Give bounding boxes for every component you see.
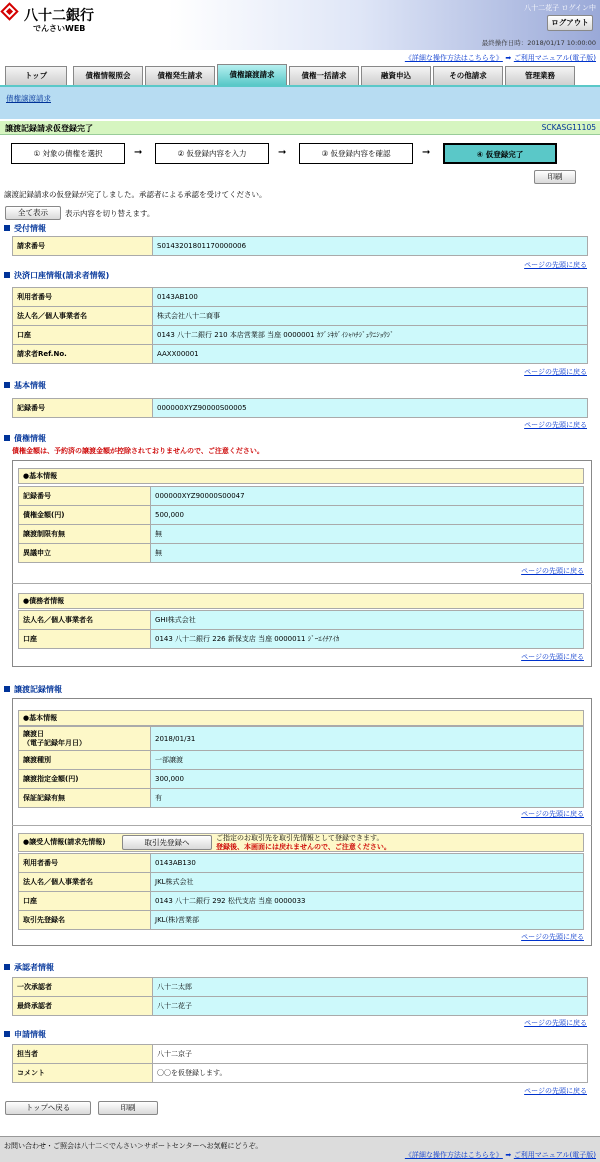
amount-warning: 債権金額は、予約済の譲渡金額が控除されておりませんので、ご注意ください。	[12, 447, 264, 455]
manual-link[interactable]: ご利用マニュアル(電子版)	[513, 1151, 596, 1159]
tab-admin[interactable]: 管理業務	[505, 66, 575, 85]
back-to-top-link[interactable]: ページの先頭に戻る	[524, 368, 587, 376]
back-to-top-link[interactable]: ページの先頭に戻る	[521, 653, 584, 661]
debtor-table: 法人名／個人事業者名 GHI株式会社 口座 0143 八十二銀行 226 新保支店 当座 0000011 ｼﾞｰｴｲﾁｱｲｶ	[18, 610, 584, 649]
section-basic: 基本情報	[4, 380, 46, 391]
tab-loan[interactable]: 融資申込	[361, 66, 431, 85]
tab-claim-issue[interactable]: 債権発生請求	[145, 66, 215, 85]
service-name: でんさいWEB	[33, 24, 86, 33]
claim-basic-table: 記録番号 000000XYZ90000S00047 債権金額(円) 500,000 譲渡制限有無 無 異議申立 無	[18, 486, 584, 563]
reception-table: 請求番号 S0143201801170000006	[12, 236, 588, 256]
print-button-bottom[interactable]: 印刷	[98, 1101, 158, 1115]
step-1: ① 対象の債権を選択	[11, 143, 125, 164]
complete-message: 譲渡記録請求の仮登録が完了しました。承認者による承認を受けてください。	[4, 190, 267, 199]
section-reception: 受付情報	[4, 223, 46, 234]
back-to-top-link[interactable]: ページの先頭に戻る	[521, 933, 584, 941]
divider	[12, 583, 592, 584]
arrow-right-icon: ➞	[134, 147, 143, 158]
approver-table: 一次承認者 八十二太郎 最終承認者 八十二花子	[12, 977, 588, 1016]
back-to-top-link[interactable]: ページの先頭に戻る	[521, 567, 584, 575]
show-all-note: 表示内容を切り替えます。	[65, 209, 155, 218]
assignee-table: 利用者番号 0143AB130 法人名／個人事業者名 JKL株式会社 口座 0143 八十二銀行 292 松代支店 当座 0000033 取引先登録名 JKL(株)営業部	[18, 853, 584, 930]
section-application: 申請情報	[4, 1029, 46, 1040]
footer-help-links: 《詳細な操作方法はこちらを》 ➡ ご利用マニュアル(電子版)	[404, 1151, 596, 1159]
step-4-current: ④ 仮登録完了	[443, 143, 557, 164]
section-account: 決済口座情報(請求者情報)	[4, 270, 109, 281]
last-operation: 最終操作日時：2018/01/17 10:00:00	[481, 39, 596, 47]
print-button[interactable]: 印刷	[534, 170, 576, 184]
section-claim: 債権情報	[4, 433, 46, 444]
arrow-right-icon: ➞	[422, 147, 431, 158]
assignee-heading: ●譲受人情報(請求先情報)	[18, 833, 584, 852]
logout-button[interactable]: ログアウト	[547, 15, 593, 31]
tab-claim-transfer[interactable]: 債権譲渡請求	[217, 64, 287, 85]
divider	[12, 825, 592, 826]
claim-basic-heading: ●基本情報	[18, 468, 584, 484]
page-title: 譲渡記録請求仮登録完了	[5, 124, 93, 133]
subnav-bar	[0, 85, 600, 119]
user-status: 八十二花子 ログイン中	[524, 4, 596, 12]
screen-code: SCKASG11105	[541, 123, 596, 132]
partner-note: ご指定のお取引先を取引先情報として登録できます。	[216, 834, 384, 842]
basic-table: 記録番号 000000XYZ90000S00005	[12, 398, 588, 418]
back-to-top-link[interactable]: ページの先頭に戻る	[524, 421, 587, 429]
help-links: 《詳細な操作方法はこちらを》 ➡ ご利用マニュアル(電子版)	[404, 54, 596, 62]
tab-top[interactable]: トップ	[5, 66, 67, 85]
transfer-basic-heading: ●基本情報	[18, 710, 584, 726]
help-link[interactable]: 《詳細な操作方法はこちらを》	[404, 54, 503, 62]
bank-name: 八十二銀行	[24, 8, 94, 24]
manual-link[interactable]: ご利用マニュアル(電子版)	[513, 54, 596, 62]
back-to-top-link[interactable]: ページの先頭に戻る	[524, 1087, 587, 1095]
footer-contact: お問い合わせ・ご照会は八十二＜でんさい＞サポートセンターへお気軽にどうぞ。	[4, 1142, 263, 1150]
tab-other[interactable]: その他請求	[433, 66, 503, 85]
help-link[interactable]: 《詳細な操作方法はこちらを》	[404, 1151, 503, 1159]
transfer-basic-table: 譲渡日 （電子記録年月日） 2018/01/31 譲渡種別 一部譲渡 譲渡指定金額(円) 300,000 保証記録有無 有	[18, 726, 584, 808]
register-partner-button[interactable]: 取引先登録へ	[122, 835, 212, 850]
back-to-top-link[interactable]: ページの先頭に戻る	[521, 810, 584, 818]
section-approver: 承認者情報	[4, 962, 54, 973]
back-to-top-link[interactable]: ページの先頭に戻る	[524, 1019, 587, 1027]
step-3: ③ 仮登録内容を確認	[299, 143, 413, 164]
tab-bulk-request[interactable]: 債権一括請求	[289, 66, 359, 85]
step-2: ② 仮登録内容を入力	[155, 143, 269, 164]
arrow-right-icon: ➞	[278, 147, 287, 158]
application-table: 担当者 八十二京子 コメント 〇〇を仮登録します。	[12, 1044, 588, 1083]
partner-warning: 登録後、本画面には戻れませんので、ご注意ください。	[216, 843, 391, 851]
subnav-transfer-link[interactable]: 債権譲渡請求	[6, 94, 51, 103]
back-to-top-button[interactable]: トップへ戻る	[5, 1101, 91, 1115]
back-to-top-link[interactable]: ページの先頭に戻る	[524, 261, 587, 269]
show-all-button[interactable]: 全て表示	[5, 206, 61, 220]
section-transfer: 譲渡記録情報	[4, 684, 62, 695]
tab-claim-inquiry[interactable]: 債権情報照会	[73, 66, 143, 85]
account-table: 利用者番号 0143AB100 法人名／個人事業者名 株式会社八十二商事 口座 0143 八十二銀行 210 本店営業部 当座 0000001 ｶﾌﾞｼｷｶﾞｲｼｬﾊﾁｼﾞｭｳﾆｼｮｳｼﾞ 請求者Ref.No. AAXX00001	[12, 287, 588, 364]
debtor-heading: ●債務者情報	[18, 593, 584, 609]
